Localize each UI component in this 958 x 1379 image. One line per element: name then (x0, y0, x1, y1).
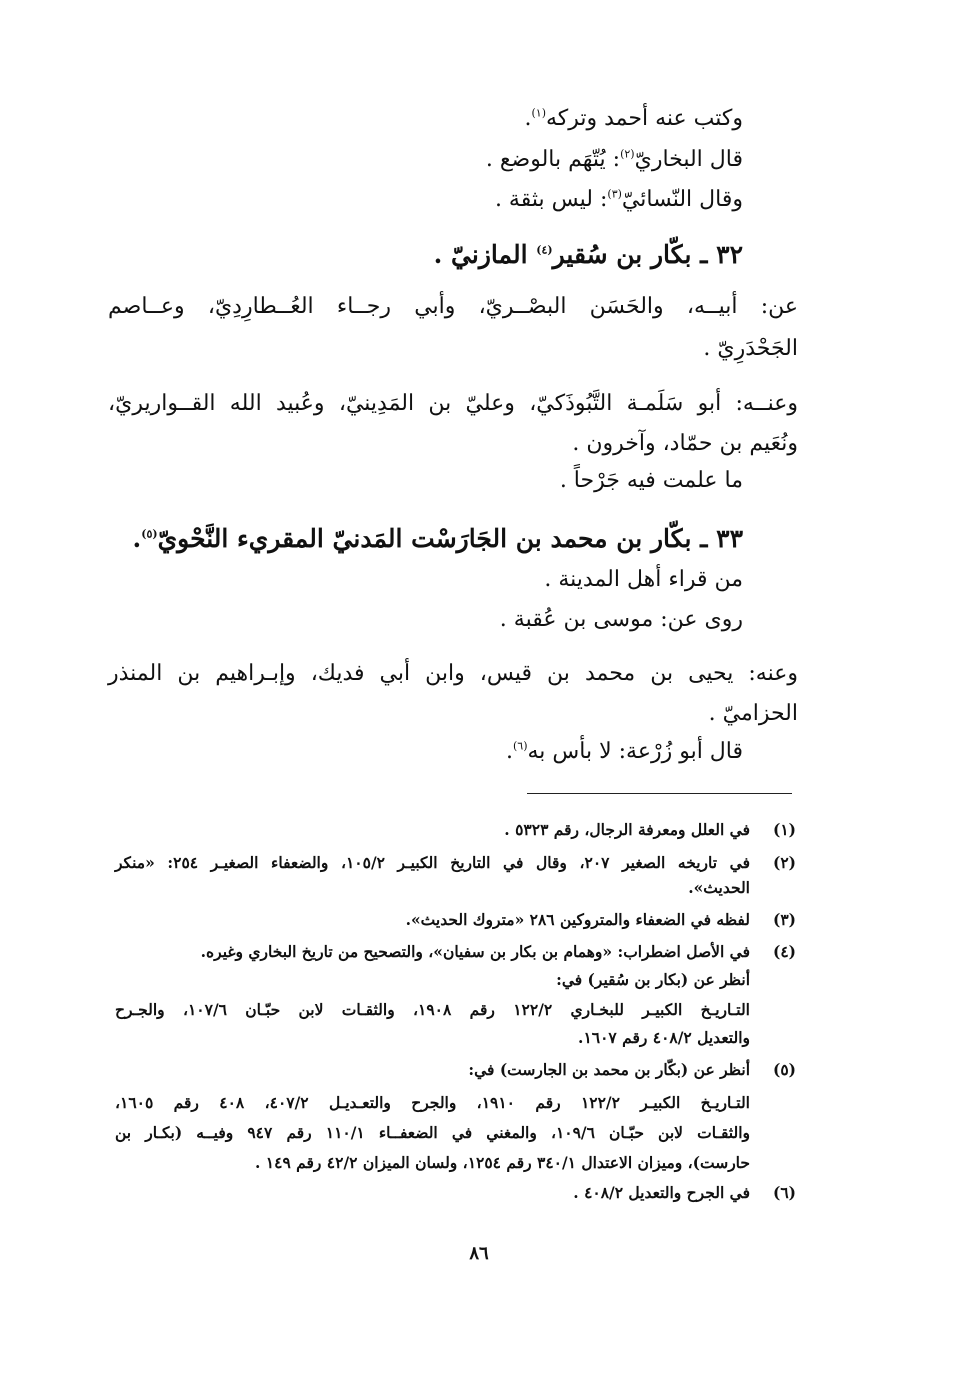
heading-text: . (132, 524, 142, 553)
footnote-number: (٥) (772, 1060, 796, 1079)
text-line: وعنــه: أبو سَلَمـة التَّبُوذَكيّ، وعليّ بن المَدِينيّ، وعُبيد الله القــواريريّ، (108, 391, 798, 416)
text-run: وكتب عنه أحمد وتركه (545, 106, 743, 131)
footnote-line: في العلل ومعرفة الرجال، رقم ٥٣٢٣ . (504, 820, 750, 839)
footnote-reference: (٤) (536, 243, 553, 257)
footnote-line: أنظر عن (بكار بن سُقير) في: (556, 970, 750, 989)
footnote-reference: (٢) (620, 147, 635, 161)
text-line (486, 145, 743, 175)
text-line (495, 185, 743, 215)
footnote-reference: (١) (531, 106, 546, 120)
footnote-reference: (٥) (141, 527, 158, 541)
text-line: روى عن: موسى بن عُقبة . (499, 607, 743, 632)
footnote-line: في الأصل اضطراب: «وهمام بن بكار بن سفيان»، والتصحيح من تاريخ البخاري وغيره. (200, 942, 750, 961)
text-line (524, 104, 743, 134)
text-line: من قراء أهل المدينة . (544, 567, 743, 592)
heading-text: ٣٢ ـ بكّار بن سُقير (552, 240, 743, 269)
text-line: وعنه: يحيى بن محمد بن قيس، وابن أبي فديك، وإبـراهيم بن المنذر (108, 661, 798, 686)
footnote-line: والثقـات لابن حبّـان ١٠٩/٦، والمغني في الضعفــاء ١١٠/١ رقم ٩٤٧ وفيــه (بكـار بن (115, 1123, 750, 1142)
text-line (506, 737, 743, 767)
heading-text: ٣٣ ـ بكّار بن محمد بن الجَارَسْت المَدنيّ المقريء النَّحْويّ (157, 524, 743, 553)
page-number: ٨٦ (469, 1243, 489, 1264)
footnote-reference: (٦) (512, 739, 528, 753)
heading-text: المازنيّ . (433, 240, 537, 269)
text-run: وقال النّسائيّ (621, 187, 743, 212)
footnote-line: والتعديل ٤٠٨/٢ رقم ١٦٠٧. (578, 1028, 750, 1047)
footnote-line: في الجرح والتعديل ٤٠٨/٢ . (573, 1183, 750, 1202)
text-run: . (505, 739, 513, 764)
footnote-number: (١) (772, 820, 796, 839)
footnote-line: لفظه في الضعفاء والمتروكين ٢٨٦ «متروك الحديث». (405, 910, 750, 929)
entry-heading-32 (434, 238, 743, 272)
footnote-line: الحديث». (688, 878, 750, 897)
text-run: . (524, 106, 532, 131)
footnote-line: التـاريـخ الكبيـر للبخـاري ١٢٢/٢ رقم ١٩٠٨، والثقـات لابن حبّـان ١٠٧/٦، والجـرح (115, 1000, 750, 1019)
footnote-number: (٣) (772, 910, 796, 929)
entry-heading-33 (133, 522, 743, 556)
text-line: ما علمت فيه جَرْحاً . (559, 468, 743, 493)
text-line: عن: أبيــه، والحَسَن البصْــريّ، وأبي رجــاء العُــطارِدِيّ، وعــاصم (108, 294, 798, 319)
footnote-line: التـاريـخ الكبيـر ١٢٢/٢ رقم ١٩١٠، والجرح والتعـديـل ٤٠٧/٢، ٤٠٨ رقم ١٦٠٥، (115, 1093, 750, 1112)
footnote-number: (٢) (772, 853, 796, 872)
footnote-line: حارست)، وميزان الاعتدال ٣٤٠/١ رقم ١٢٥٤، ولسان الميزان ٤٢/٢ رقم ١٤٩ . (255, 1153, 750, 1172)
text-line: الحزاميّ . (708, 701, 798, 726)
text-line: ونُعَيم بن حمّاد، وآخرون . (572, 431, 798, 456)
text-run: : يُتّهَم بالوضع . (485, 147, 621, 172)
text-run: : ليس بثقة . (494, 187, 608, 212)
footnote-line: في تاريخه الصغير ٢٠٧، وقال في التاريخ الكبيـر ١٠٥/٢، والضعفاء الصغيـر ٢٥٤: «منكر (115, 853, 750, 872)
footnote-number: (٤) (772, 942, 796, 961)
text-run: قال البخاريّ (634, 147, 743, 172)
footnote-separator (527, 793, 792, 794)
footnote-number: (٦) (772, 1183, 796, 1202)
footnote-reference: (٣) (607, 187, 622, 201)
text-line: الجَحْدَرِيّ . (703, 336, 798, 361)
text-run: قال أبو زُرْعة: لا بأس به (527, 739, 743, 764)
footnote-line: أنظر عن (بكّار بن محمد بن الجارست) في: (468, 1060, 750, 1079)
